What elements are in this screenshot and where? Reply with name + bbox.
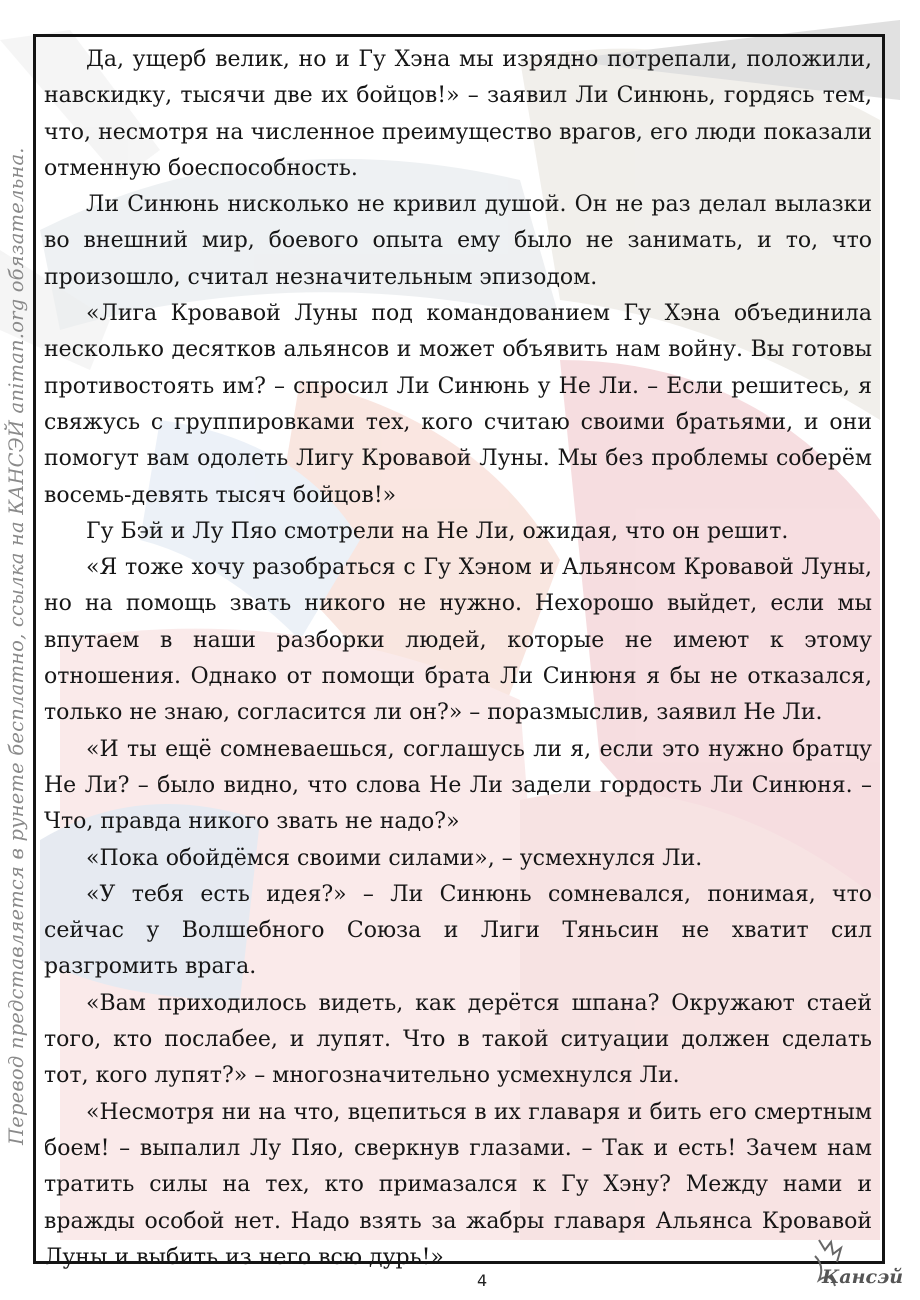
paragraph: Да, ущерб велик, но и Гу Хэна мы изрядно потрепали, положили, навскидку, тысячи две их бойцов!» – заявил Ли Синюнь, гордясь тем, что, несмотря на численное преимущество врагов, его люди показали отменную боеспособность. — [44, 47, 872, 181]
paragraph: «Вам приходилось видеть, как дерётся шпана? Окружают стаей того, кто послабее, и лупят. Что в такой ситуации должен сделать тот, кого лупят?» – многозначительно усмехнулся Ли. — [44, 990, 872, 1089]
paragraph: Гу Бэй и Лу Пяо смотрели на Не Ли, ожидая, что он решит. — [86, 518, 789, 544]
story-text — [44, 42, 872, 1276]
logo-text: Кансэй — [822, 1266, 904, 1288]
paragraph: «Я тоже хочу разобраться с Гу Хэном и Альянсом Кровавой Луны, но на помощь звать никого не нужно. Нехорошо выйдет, если мы впутаем в наши разборки людей, которые не имеют к этому отношения. Однако от помощи брата Ли Синюня я бы не отказался, только не знаю, согласится ли он?» – поразмыслив, заявил Не Ли. — [44, 555, 872, 726]
paragraph: «У тебя есть идея?» – Ли Синюнь сомневался, понимая, что сейчас у Волшебного Союза и Лиги Тяньсин не хватит сил разгромить врага. — [44, 881, 872, 980]
paragraph: «Пока обойдёмся своими силами», – усмехнулся Ли. — [86, 845, 703, 871]
translation-note: Перевод представляется в рунете бесплатно, ссылка на КАНСЭЙ animan.org обязательна. — [5, 147, 28, 1145]
paragraph: «И ты ещё сомневаешься, соглашусь ли я, если это нужно братцу Не Ли? – было видно, что слова Не Ли задели гордость Ли Синюня. – Что, правда никого звать не надо?» — [44, 736, 872, 835]
paragraph: «Лига Кровавой Луны под командованием Гу Хэна объединила несколько десятков альянсов и может объявить нам войну. Вы готовы противостоять им? – спросил Ли Синюнь у Не Ли. – Если решитесь, я свяжусь с группировками тех, кого считаю своими братьями, и они помогут вам одолеть Лигу Кровавой Луны. Мы без проблемы соберём восемь-девять тысяч бойцов!» — [44, 301, 872, 508]
paragraph: «Несмотря ни на что, вцепиться в их главаря и бить его смертным боем! – выпалил Лу Пяо, сверкнув глазами. – Так и есть! Зачем нам тратить силы на тех, кто примазался к Гу Хэну? Между нами и вражды особой нет. Надо взять за жабры главаря Альянса Кровавой Луны и выбить из него всю дурь!» — [44, 1099, 872, 1270]
page-number: 4 — [477, 1271, 488, 1290]
paragraph: Ли Синюнь нисколько не кривил душой. Он не раз делал вылазки во внешний мир, боевого опыта ему было не занимать, и то, что произошло, считал незначительным эпизодом. — [44, 192, 872, 290]
